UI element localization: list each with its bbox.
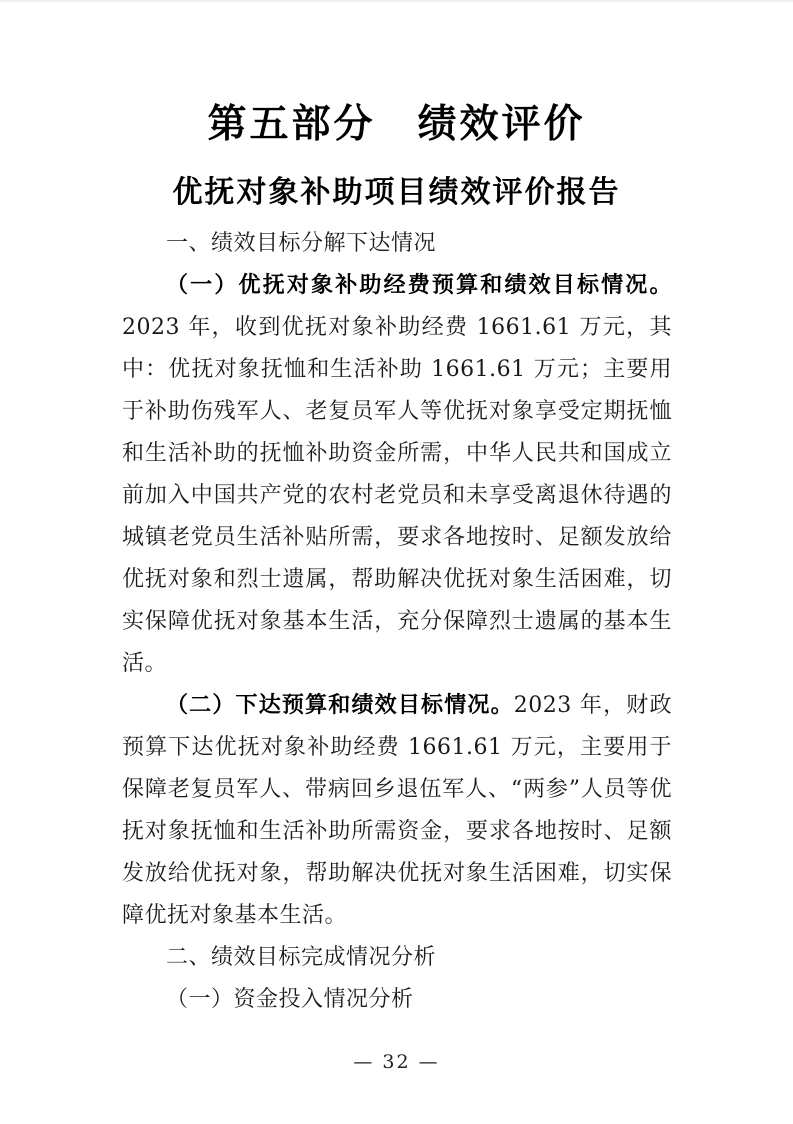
- paragraph-1-text: 2023 年，收到优抚对象补助经费 1661.61 万元，其中：优抚对象抚恤和生活补助 1661.61 万元；主要用于补助伤残军人、老复员军人等优抚对象享受定期抚恤和生活补助的抚恤补助资金所需，中华人民共和国成立前加入中国共产党的农村老党员和未享受离退休待遇的城镇老党员生活补贴所需，要求各地按时、足额发放给优抚对象和烈士遗属，帮助解决优抚对象生活困难，切实保障优抚对象基本生活，充分保障烈士遗属的基本生活。: [122, 314, 672, 676]
- section-1-heading: 一、绩效目标分解下达情况: [166, 230, 437, 256]
- section-2-subheading: （一）资金投入情况分析: [166, 986, 414, 1012]
- paragraph-1-lead: （一）优抚对象补助经费预算和绩效目标情况。: [166, 272, 672, 298]
- paragraph-2-text: 2023 年，财政预算下达优抚对象补助经费 1661.61 万元，主要用于保障老复员军人、带病回乡退伍军人、“两参”人员等优抚对象抚恤和生活补助所需资金，要求各地按时、足额发放给优抚对象，帮助解决优抚对象生活困难，切实保障优抚对象基本生活。: [122, 692, 672, 928]
- section-2-heading: 二、绩效目标完成情况分析: [166, 944, 437, 970]
- paragraph-2-lead: （二）下达预算和绩效目标情况。: [166, 692, 514, 718]
- page-number: — 32 —: [353, 1051, 440, 1073]
- part-title: 第五部分 绩效评价: [207, 102, 586, 147]
- paragraph-2: [122, 685, 672, 937]
- paragraph-1: [122, 265, 672, 685]
- report-title: 优抚对象补助项目绩效评价报告: [172, 174, 621, 210]
- document-body: [122, 223, 672, 1021]
